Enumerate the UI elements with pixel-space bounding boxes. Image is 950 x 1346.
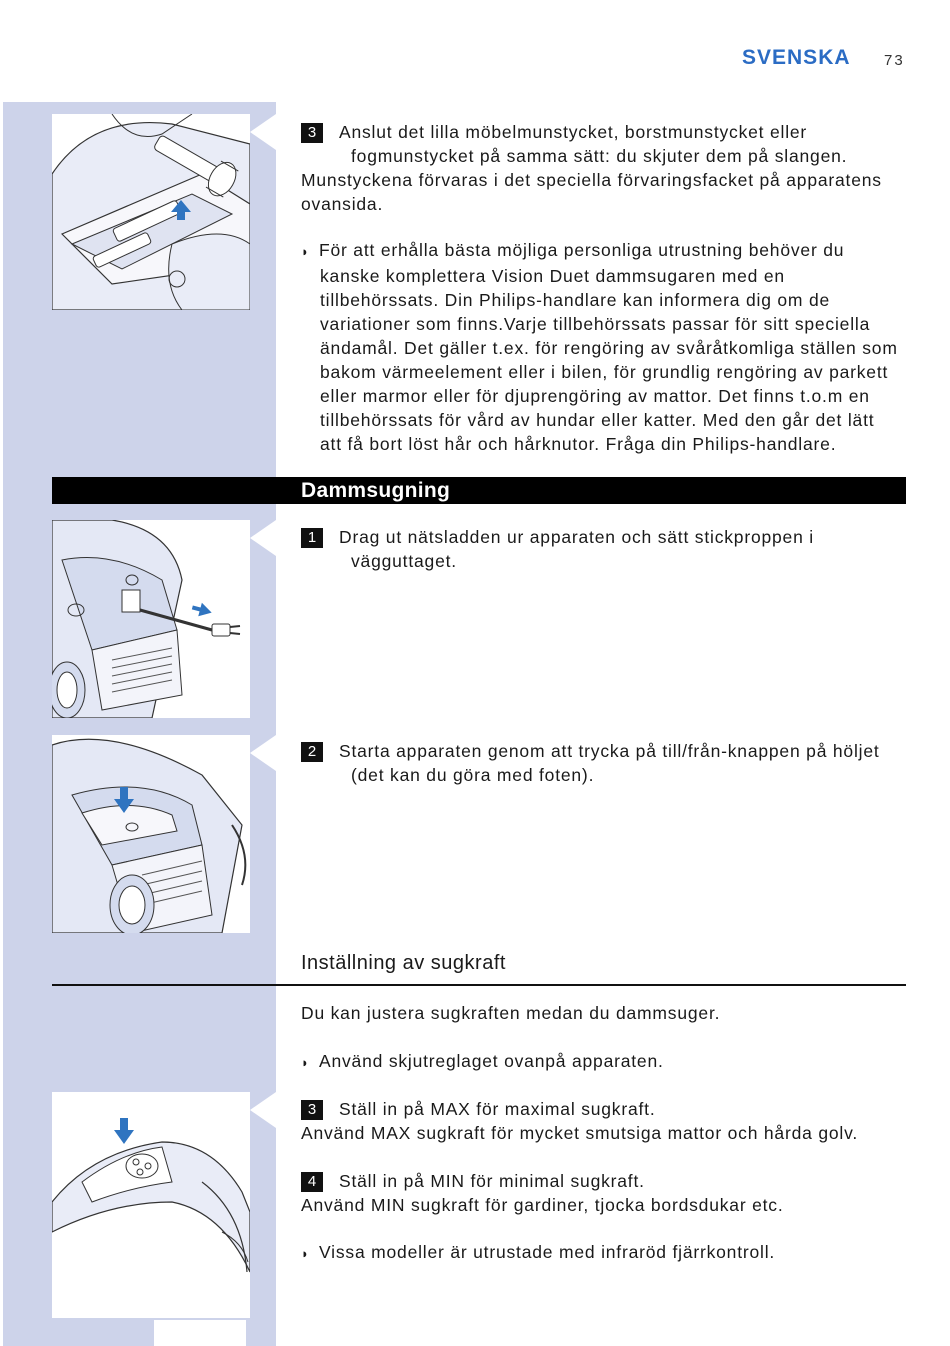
illustration-accessories	[52, 114, 250, 310]
step4-line: Ställ in på MIN för minimal sugkraft.	[339, 1171, 645, 1191]
step3-note: Använd MAX sugkraft för mycket smutsiga mattor och hårda golv.	[301, 1123, 858, 1143]
step-number-badge: 3	[301, 1100, 323, 1120]
illustration-power-button	[52, 735, 250, 933]
bullet-line: eller marmor eller för djuprengöring av mattor. Det finns t.o.m en	[320, 386, 870, 406]
bullet-icon: ◗	[301, 1055, 310, 1070]
footer-box	[154, 1320, 246, 1346]
subsection-intro: Du kan justera sugkraften medan du dammsuger.	[301, 1003, 721, 1023]
step1-line1: Drag ut nätsladden ur apparaten och sätt stickproppen i	[339, 527, 814, 547]
page-number: 73	[884, 52, 905, 69]
notch-3	[250, 735, 276, 771]
step3-line: Ställ in på MAX för maximal sugkraft.	[339, 1099, 656, 1119]
bullet-line: bakom värmeelement eller i bilen, för grundlig rengöring av parkett	[320, 362, 889, 382]
bullet2-text: Vissa modeller är utrustade med infraröd fjärrkontroll.	[319, 1242, 776, 1262]
section-title: Dammsugning	[301, 479, 451, 502]
step1-line2: vägguttaget.	[351, 551, 457, 571]
bullet-line: kanske komplettera Vision Duet dammsugaren med en	[320, 266, 785, 286]
notch-4	[250, 1092, 276, 1128]
step3-text	[301, 1097, 916, 1145]
step4-text	[301, 1169, 916, 1217]
block1-step	[301, 120, 911, 216]
bullet1-text: Använd skjutreglaget ovanpå apparaten.	[319, 1051, 664, 1071]
step2-line2: (det kan du göra med foten).	[351, 765, 595, 785]
block1-step-line1: Anslut det lilla möbelmunstycket, borstmunstycket eller	[339, 122, 808, 142]
block1-note-line2: ovansida.	[301, 194, 384, 214]
subsection-bullet2	[301, 1240, 911, 1266]
bullet-line: tillbehörssats. Din Philips-handlare kan informera dig om de	[320, 290, 831, 310]
step-number-badge: 3	[301, 123, 323, 143]
header-language: SVENSKA	[742, 46, 851, 69]
illustration-suction-slider	[52, 1092, 250, 1318]
bullet-line: variationer som finns.Varje tillbehörssats passar för sitt speciella	[320, 314, 871, 334]
bullet-line: ändamål. Det gäller t.ex. för rengöring av svåråtkomliga ställen som	[320, 338, 898, 358]
step1-text	[301, 525, 911, 573]
step2-line1: Starta apparaten genom att trycka på till/från-knappen på höljet	[339, 741, 880, 761]
section-heading-bar	[52, 477, 906, 504]
notch-2	[250, 520, 276, 556]
step2-text	[301, 739, 916, 787]
step-number-badge: 2	[301, 742, 323, 762]
subsection-title: Inställning av sugkraft	[301, 952, 506, 974]
illustration-pull-cord	[52, 520, 250, 718]
block1-note-line1: Munstyckena förvaras i det speciella förvaringsfacket på apparatens	[301, 170, 882, 190]
subsection-rule	[52, 984, 906, 986]
block1-bullet	[301, 238, 911, 456]
bullet-icon: ◗	[301, 244, 310, 259]
arrow-down-icon	[114, 1118, 134, 1144]
step-number-badge: 1	[301, 528, 323, 548]
arrow-right-icon	[191, 601, 214, 620]
step4-note: Använd MIN sugkraft för gardiner, tjocka bordsdukar etc.	[301, 1195, 784, 1215]
subsection-bullet1	[301, 1049, 911, 1075]
bullet-line: För att erhålla bästa möjliga personliga utrustning behöver du	[319, 240, 845, 260]
bullet-line: att få bort löst hår och hårknutor. Fråga din Philips-handlare.	[320, 434, 837, 454]
step-number-badge: 4	[301, 1172, 323, 1192]
notch-1	[250, 114, 276, 150]
bullet-line: tillbehörssats för vård av hundar eller katter. Med den går det lätt	[320, 410, 875, 430]
bullet-icon: ◗	[301, 1246, 310, 1261]
block1-step-line2: fogmunstycket på samma sätt: du skjuter dem på slangen.	[351, 146, 848, 166]
